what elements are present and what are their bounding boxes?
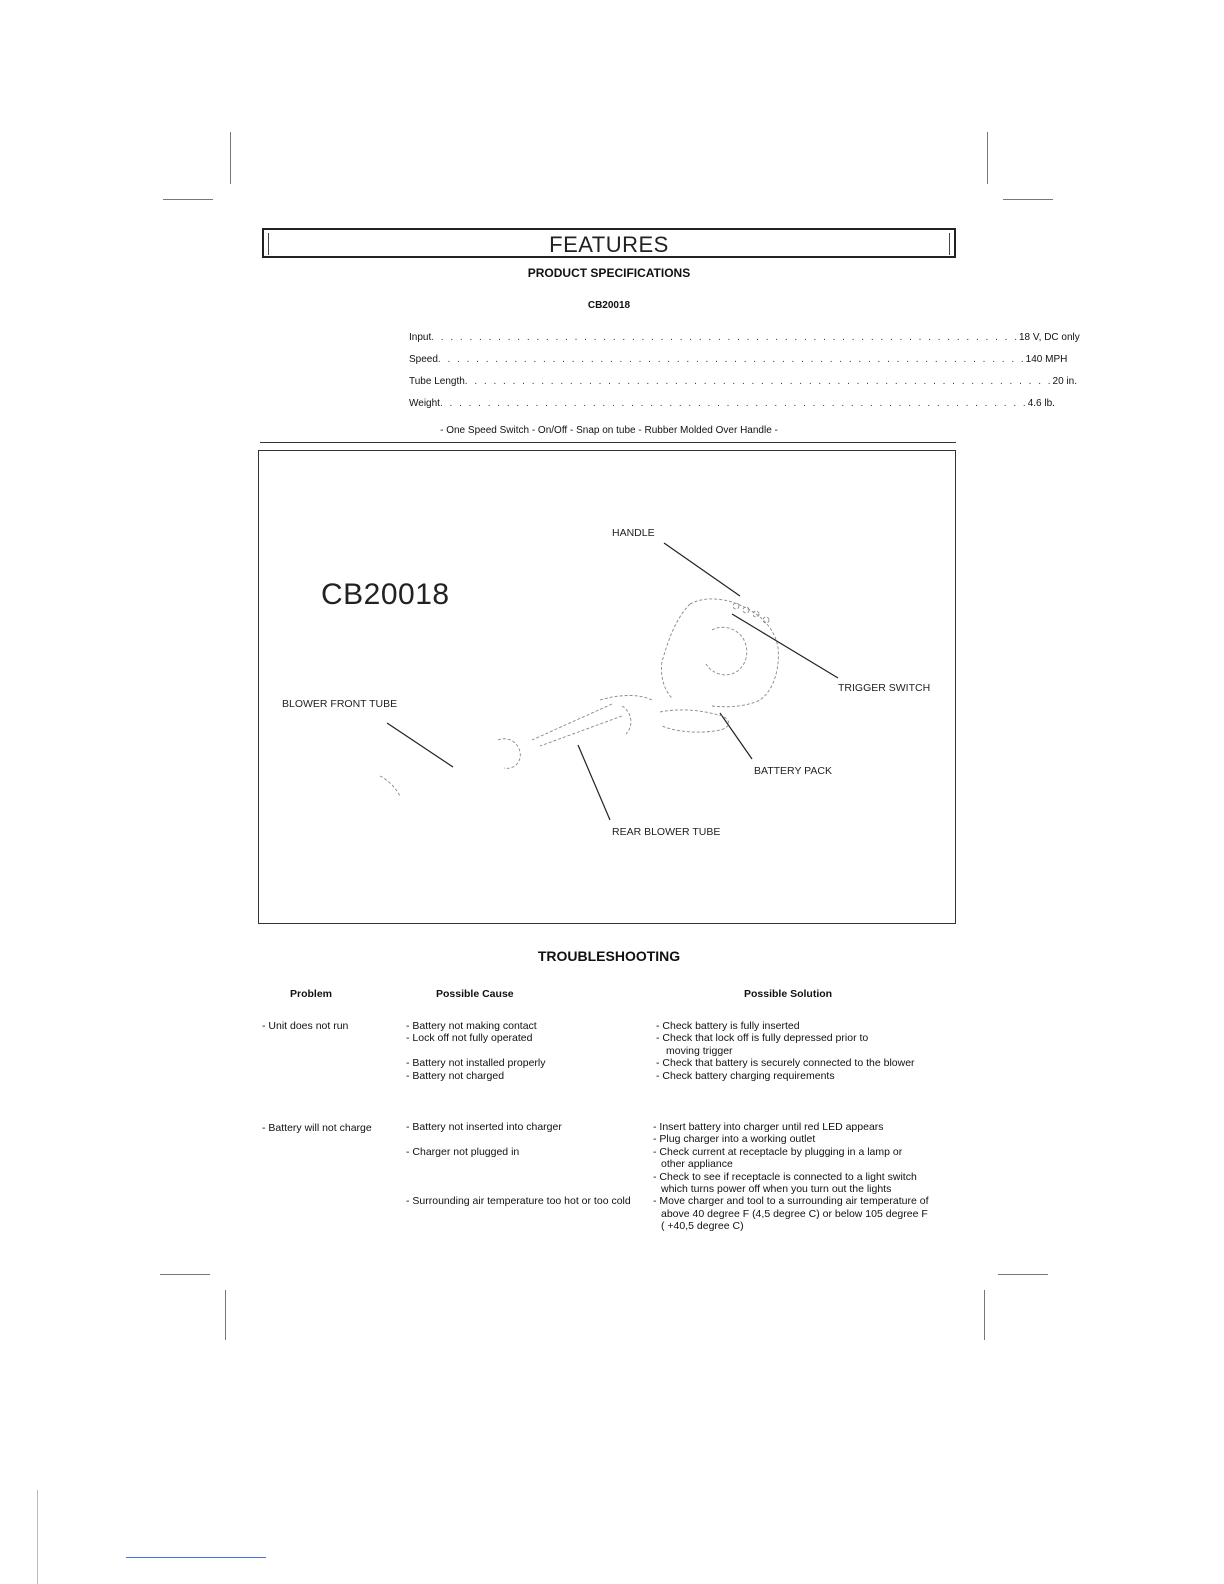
front-tube-outline [498, 739, 520, 769]
solution-item: - Check that lock off is fully depressed prior to [656, 1032, 869, 1044]
leader-trigger [732, 614, 838, 678]
leader-dots: . . . . . . . . . . . . . . . . . . . . . . . . . . . . . . . . . . . . . . . . . . . . . . . . . . . . . . . . . . . . . . [464, 376, 1053, 387]
spec-label: Weight [409, 398, 440, 409]
spec-heading: PRODUCT SPECIFICATIONS [527, 266, 691, 280]
header-problem: Problem [290, 988, 333, 1000]
label-rear-tube: REAR BLOWER TUBE [612, 826, 721, 838]
cause-item: - Battery not installed properly [406, 1057, 546, 1069]
cause-item: - Battery not making contact [406, 1020, 537, 1032]
features-title: FEATURES [549, 232, 669, 257]
grip-detail [753, 611, 759, 617]
spec-label: Input [409, 332, 432, 343]
spec-label: Tube Length [409, 376, 465, 387]
blower-handle-outline [661, 604, 690, 698]
label-front-tube: BLOWER FRONT TUBE [282, 698, 398, 710]
diagram-model: CB20018 [321, 578, 450, 611]
problem-item: - Battery will not charge [262, 1122, 372, 1134]
troubleshooting-title: TROUBLESHOOTING [537, 948, 681, 964]
rear-tube-outline [532, 696, 652, 747]
cause-item: - Battery not inserted into charger [406, 1121, 562, 1133]
cause-item: - Surrounding air temperature too hot or too cold [406, 1195, 631, 1207]
battery-outline [660, 710, 729, 732]
leader-handle [664, 543, 740, 596]
tube-joint-outline [622, 706, 631, 734]
spec-value: 18 V, DC only [1018, 332, 1080, 343]
solution-item: ( +40,5 degree C) [661, 1220, 744, 1232]
solution-item: - Check to see if receptacle is connected to a light switch [653, 1171, 917, 1183]
label-trigger-switch: TRIGGER SWITCH [838, 682, 931, 694]
features-summary: - One Speed Switch - On/Off - Snap on tube - Rubber Molded Over Handle - [440, 425, 778, 436]
solution-item: - Check that battery is securely connected to the blower [656, 1057, 915, 1069]
blower-inner-outline [706, 627, 747, 675]
solution-item: - Plug charger into a working outlet [653, 1133, 816, 1145]
cause-item: - Battery not charged [406, 1070, 505, 1082]
spec-value: 4.6 lb. [1027, 398, 1055, 409]
solution-item: which turns power off when you turn out the lights [661, 1183, 892, 1195]
spec-model: CB20018 [587, 300, 631, 311]
solution-item: - Check current at receptacle by plugging in a lamp or [653, 1146, 903, 1158]
leader-battery [720, 713, 752, 759]
problem-item: - Unit does not run [262, 1020, 349, 1032]
header-solution: Possible Solution [744, 988, 833, 1000]
leader-dots: . . . . . . . . . . . . . . . . . . . . . . . . . . . . . . . . . . . . . . . . . . . . . . . . . . . . . . . . . . . . . . [431, 332, 1019, 343]
solution-item: above 40 degree F (4,5 degree C) or below 105 degree F [661, 1208, 928, 1220]
grip-detail [763, 617, 769, 623]
solution-item: - Check battery is fully inserted [656, 1020, 800, 1032]
solution-item: - Insert battery into charger until red LED appears [653, 1121, 884, 1133]
solution-item: moving trigger [666, 1045, 733, 1057]
label-battery-pack: BATTERY PACK [754, 765, 832, 777]
grip-detail [743, 607, 749, 613]
leader-rear-tube [578, 745, 610, 820]
cause-item: - Charger not plugged in [406, 1146, 520, 1158]
solution-item: other appliance [661, 1158, 733, 1170]
solution-item: - Move charger and tool to a surrounding air temperature of [653, 1195, 929, 1207]
leader-front-tube [387, 723, 453, 767]
leader-dots: . . . . . . . . . . . . . . . . . . . . . . . . . . . . . . . . . . . . . . . . . . . . . . . . . . . . . . . . . . . . . . [437, 354, 1026, 365]
label-handle: HANDLE [612, 527, 655, 539]
nozzle-outline [380, 776, 400, 796]
cause-item: - Lock off not fully operated [406, 1032, 533, 1044]
solution-item: - Check battery charging requirements [656, 1070, 835, 1082]
spec-label: Speed [409, 354, 438, 365]
header-cause: Possible Cause [436, 988, 514, 1000]
leader-dots: . . . . . . . . . . . . . . . . . . . . . . . . . . . . . . . . . . . . . . . . . . . . . . . . . . . . . . . . . . . . . . [439, 398, 1028, 409]
spec-value: 20 in. [1052, 376, 1077, 387]
spec-value: 140 MPH [1025, 354, 1068, 365]
